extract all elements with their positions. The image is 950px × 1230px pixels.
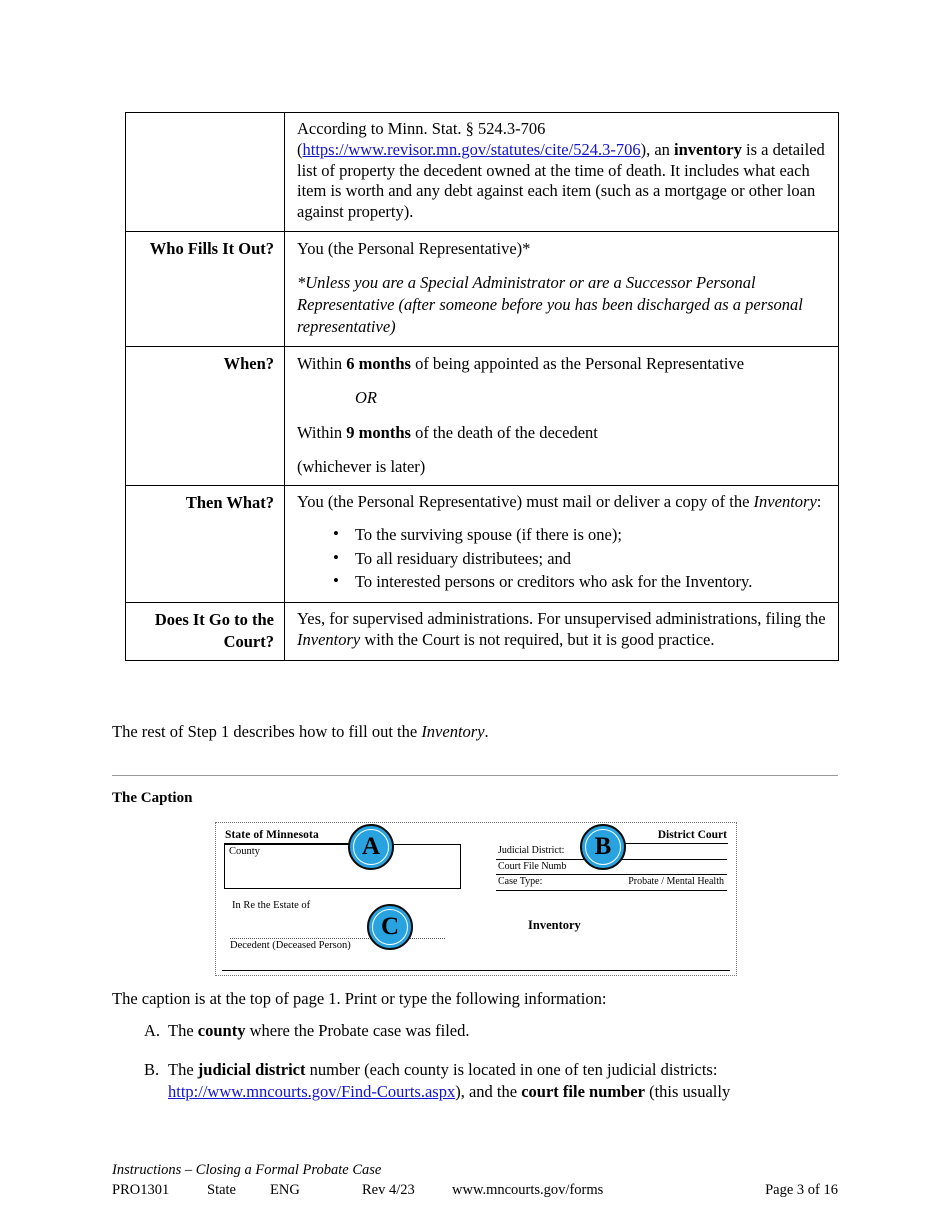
then-what-post: : bbox=[816, 492, 822, 512]
footer-scope: State bbox=[207, 1182, 236, 1198]
when-line1-bold: 6 months bbox=[346, 353, 411, 373]
callout-badge-b: B bbox=[580, 824, 626, 870]
when-line2-post: of the death of the decedent bbox=[410, 422, 598, 442]
lettered-item-a-mark: A. bbox=[144, 1021, 161, 1040]
lettered-instruction-list bbox=[112, 1020, 842, 1120]
table-row-who-fills-it-out bbox=[126, 231, 839, 346]
footer-language: ENG bbox=[270, 1182, 300, 1198]
item-b-text-pre: The bbox=[168, 1060, 198, 1080]
row-label-who-fills-it-out: Who Fills It Out? bbox=[126, 231, 285, 346]
item-a-bold-county: county bbox=[197, 1021, 246, 1040]
when-line-3: (whichever is later) bbox=[297, 456, 426, 476]
caption-state-of-minnesota: State of Minnesota bbox=[225, 829, 319, 841]
lettered-item-a bbox=[112, 1020, 842, 1042]
inventory-bold-word: inventory bbox=[674, 139, 742, 159]
footer-revision: Rev 4/23 bbox=[362, 1182, 415, 1198]
caption-form-figure bbox=[215, 822, 737, 976]
find-courts-link[interactable]: http://www.mncourts.gov/Find-Courts.aspx bbox=[168, 1082, 456, 1102]
item-b-text-mid2: ), and the bbox=[455, 1082, 522, 1102]
callout-badge-a: A bbox=[348, 824, 394, 870]
court-answer bbox=[297, 609, 830, 651]
who-fills-footnote: *Unless you are a Special Administrator or are a Successor Personal Representative (after someone before you has been discharged as a personal representative) bbox=[297, 273, 803, 336]
caption-case-type-label: Case Type: bbox=[498, 876, 543, 887]
caption-judicial-district-label: Judicial District: bbox=[498, 845, 565, 856]
row-body-does-it-go-to-the-court bbox=[285, 603, 839, 661]
list-item: • To all residuary distributees; and bbox=[355, 548, 830, 569]
rest-of-step-ital: Inventory bbox=[421, 722, 485, 741]
row-label-then-what: Then What? bbox=[126, 486, 285, 603]
footer-meta-line bbox=[112, 1182, 838, 1200]
when-line-1 bbox=[297, 353, 830, 374]
item-b-text-post: (this usually bbox=[644, 1082, 731, 1102]
section-divider bbox=[112, 775, 838, 776]
court-answer-post: with the Court is not required, but it is good practice. bbox=[360, 630, 715, 650]
statute-link[interactable]: https://www.revisor.mn.gov/statutes/cite/524.3-706 bbox=[302, 139, 641, 159]
table-row-then-what bbox=[126, 486, 839, 603]
callout-badge-c: C bbox=[367, 904, 413, 950]
when-line2-pre: Within bbox=[297, 422, 347, 442]
caption-bottom-rule bbox=[222, 970, 730, 971]
statute-text-post: is a detailed list of property the decedent owned at the time of death. It includes what each item is worth and any debt against each item (such as a mortgage or other loan against property). bbox=[297, 139, 825, 222]
caption-district-court: District Court bbox=[657, 829, 727, 841]
row-body-then-what bbox=[285, 486, 839, 603]
row-body-when bbox=[285, 346, 839, 486]
then-what-ital: Inventory bbox=[753, 492, 817, 512]
when-line-2 bbox=[297, 422, 830, 443]
rest-of-step-post: . bbox=[484, 722, 489, 741]
item-a-text-post: where the Probate case was filed. bbox=[245, 1021, 470, 1040]
caption-decedent-rule bbox=[230, 938, 445, 939]
row-body-who-fills-it-out bbox=[285, 231, 839, 346]
caption-decedent-label: Decedent (Deceased Person) bbox=[230, 940, 351, 951]
when-or: OR bbox=[355, 388, 377, 408]
table-row-definition bbox=[126, 113, 839, 232]
caption-county-label: County bbox=[229, 846, 260, 857]
then-what-intro bbox=[297, 492, 830, 513]
then-what-bullet-list bbox=[297, 524, 830, 592]
list-item: • To interested persons or creditors who ask for the Inventory. bbox=[355, 571, 830, 592]
footer-url: www.mncourts.gov/forms bbox=[452, 1182, 604, 1198]
row-label-when: When? bbox=[126, 346, 285, 486]
statute-text-pre: According to Minn. Stat. § 524.3-706 ( bbox=[297, 119, 546, 159]
row-label-does-it-go-to-the-court: Does It Go to the Court? bbox=[126, 603, 285, 661]
list-item: • To the surviving spouse (if there is one); bbox=[355, 524, 830, 545]
page-footer bbox=[112, 1162, 838, 1200]
caption-section-heading: The Caption bbox=[112, 790, 193, 806]
footer-title: Instructions – Closing a Formal Probate Case bbox=[112, 1162, 382, 1178]
when-line2-bold: 9 months bbox=[346, 422, 411, 442]
rest-of-step-pre: The rest of Step 1 describes how to fill out the bbox=[112, 722, 422, 741]
when-line1-post: of being appointed as the Personal Representative bbox=[410, 353, 745, 373]
footer-form-code: PRO1301 bbox=[112, 1182, 170, 1198]
who-fills-answer: You (the Personal Representative)* bbox=[297, 238, 531, 258]
when-line1-pre: Within bbox=[297, 353, 347, 373]
statute-text-mid: ), an bbox=[640, 139, 675, 159]
item-b-bold-judicial-district: judicial district bbox=[197, 1060, 306, 1080]
lettered-item-b-mark: B. bbox=[144, 1060, 160, 1080]
caption-instructions-paragraph: The caption is at the top of page 1. Print or type the following information: bbox=[112, 989, 607, 1008]
caption-form-title: Inventory bbox=[528, 918, 581, 932]
item-b-text-mid: number (each county is located in one of ten judicial districts: bbox=[305, 1060, 718, 1080]
row-label-definition bbox=[126, 113, 285, 232]
caption-court-file-label: Court File Numb bbox=[498, 860, 567, 872]
caption-county-box bbox=[224, 844, 461, 889]
item-a-text-pre: The bbox=[168, 1021, 198, 1040]
caption-case-type-value: Probate / Mental Health bbox=[628, 876, 724, 887]
item-b-bold-court-file-number: court file number bbox=[521, 1082, 645, 1102]
row-body-definition bbox=[285, 113, 839, 232]
court-answer-pre: Yes, for supervised administrations. For unsupervised administrations, filing the bbox=[297, 609, 826, 629]
table-row-does-it-go-to-the-court bbox=[126, 603, 839, 661]
caption-form-inner bbox=[216, 823, 736, 975]
caption-in-re-the-estate-of: In Re the Estate of bbox=[232, 900, 311, 911]
rest-of-step-paragraph bbox=[112, 721, 842, 743]
table-row-when bbox=[126, 346, 839, 486]
footer-page-number: Page 3 of 16 bbox=[765, 1182, 838, 1198]
caption-case-type-row bbox=[496, 875, 727, 891]
court-answer-ital: Inventory bbox=[297, 630, 361, 650]
inventory-info-table bbox=[125, 112, 839, 661]
lettered-item-b bbox=[112, 1059, 842, 1103]
then-what-pre: You (the Personal Representative) must mail or deliver a copy of the bbox=[297, 492, 754, 512]
